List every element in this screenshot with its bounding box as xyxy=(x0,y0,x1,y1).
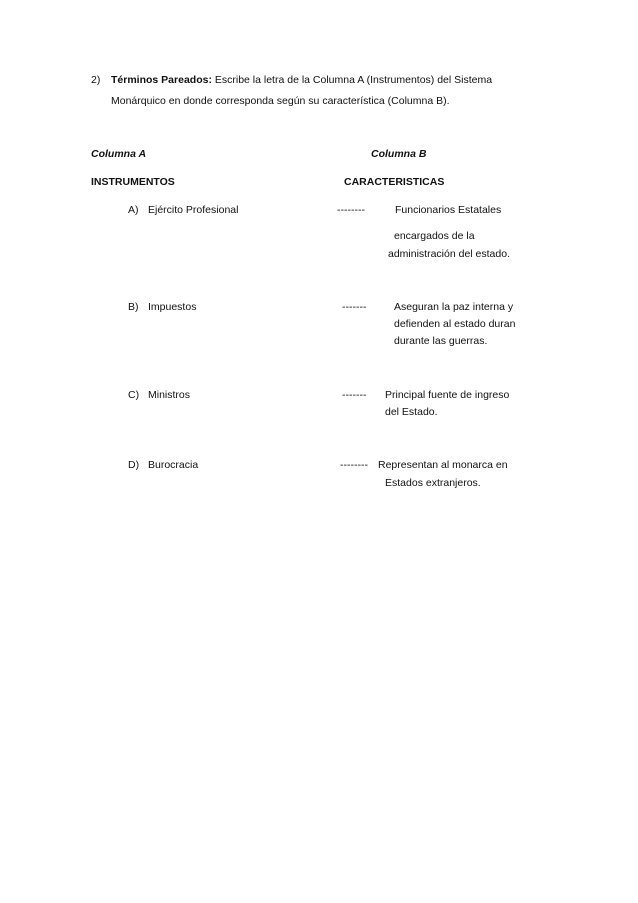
question-instruction: Escribe la letra de la Columna A (Instrumentos) del Sistema xyxy=(211,74,493,86)
column-b-heading: Columna B xyxy=(371,148,427,160)
item-d-desc-1: Representan al monarca en xyxy=(378,459,508,471)
item-b-letter: B) xyxy=(128,301,139,313)
column-b-subheading: CARACTERISTICAS xyxy=(344,176,445,188)
item-b-label: Impuestos xyxy=(148,301,197,313)
item-c-blank[interactable]: ------- xyxy=(342,389,367,401)
item-a-desc-3: administración del estado. xyxy=(388,248,510,260)
item-d-desc-2: Estados extranjeros. xyxy=(385,477,481,489)
item-c-letter: C) xyxy=(128,389,140,401)
column-a-heading: Columna A xyxy=(91,148,147,160)
item-c-desc-1: Principal fuente de ingreso xyxy=(385,389,510,401)
item-a-letter: A) xyxy=(128,204,139,216)
item-c-desc-2: del Estado. xyxy=(385,406,438,418)
item-d-label: Burocracia xyxy=(148,459,199,471)
item-b-desc-3: durante las guerras. xyxy=(394,335,488,347)
question-line-1 xyxy=(111,74,492,86)
item-d-letter: D) xyxy=(128,459,140,471)
question-title: Términos Pareados: xyxy=(111,74,212,86)
item-a-desc-2: encargados de la xyxy=(394,230,475,242)
item-b-desc-2: defienden al estado duran xyxy=(394,318,516,330)
item-a-label: Ejército Profesional xyxy=(148,204,239,216)
item-b-blank[interactable]: ------- xyxy=(342,301,367,313)
item-c-label: Ministros xyxy=(148,389,191,401)
item-a-blank[interactable]: -------- xyxy=(337,204,365,216)
column-a-subheading: INSTRUMENTOS xyxy=(91,176,175,188)
item-b-desc-1: Aseguran la paz interna y xyxy=(394,301,514,313)
item-a-desc-1: Funcionarios Estatales xyxy=(395,204,502,216)
question-line-2: Monárquico en donde corresponda según su característica (Columna B). xyxy=(111,95,450,107)
question-number: 2) xyxy=(91,74,101,86)
item-d-blank[interactable]: -------- xyxy=(340,459,368,471)
